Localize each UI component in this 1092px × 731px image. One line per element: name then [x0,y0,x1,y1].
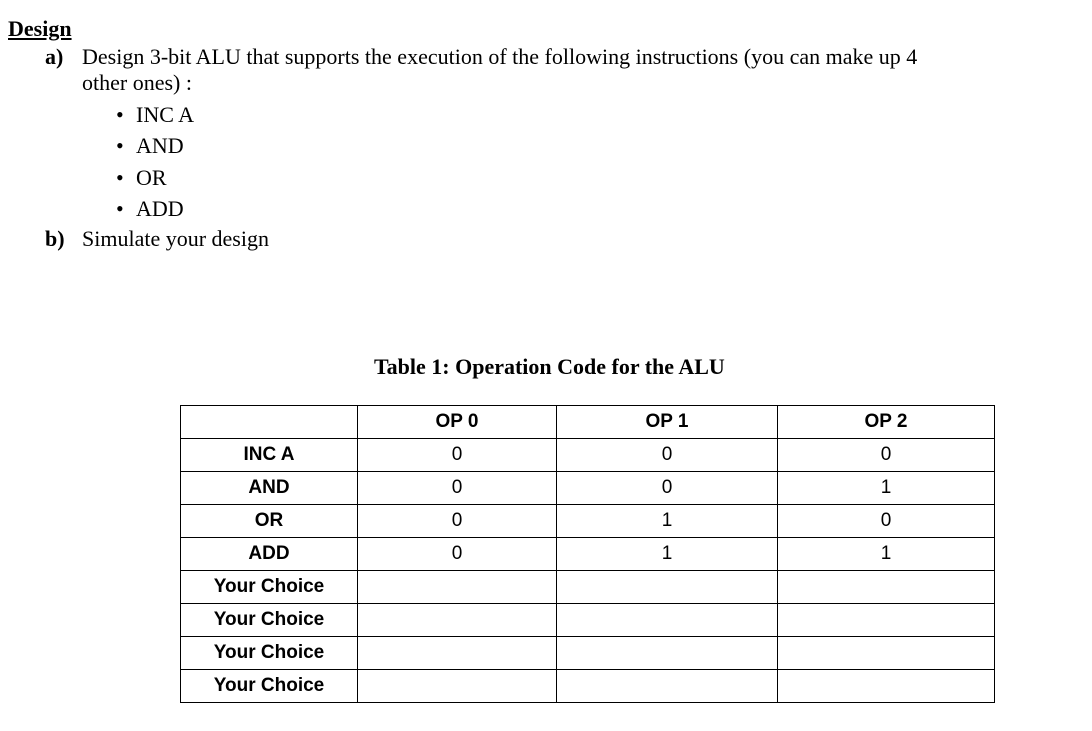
bullet-icon: • [116,102,124,127]
instruction-label: OR [136,165,167,190]
cell-op2 [778,571,995,604]
bullet-icon: • [116,133,124,158]
cell-op0 [358,604,557,637]
cell-op1: 0 [557,439,778,472]
opcode-table [180,405,995,703]
table-row [181,505,995,538]
table-row [181,538,995,571]
instruction-label: ADD [136,196,184,221]
instruction-label: INC A [136,102,195,127]
cell-op0 [358,637,557,670]
table-row [181,439,995,472]
cell-op0: 0 [358,538,557,571]
header-cell-op0: OP 0 [358,406,557,439]
cell-op2: 0 [778,439,995,472]
cell-op1 [557,637,778,670]
item-a-letter: a) [45,44,64,69]
row-label: OR [181,505,358,538]
cell-op0: 0 [358,505,557,538]
cell-op0: 0 [358,439,557,472]
table-row [181,637,995,670]
cell-op0 [358,571,557,604]
row-label: Your Choice [181,637,358,670]
instruction-label: AND [136,133,184,158]
bullet-icon: • [116,196,124,221]
section-heading: Design [8,16,72,41]
cell-op1: 1 [557,505,778,538]
table-row [181,571,995,604]
table-row [181,670,995,703]
cell-op2: 1 [778,472,995,505]
table-caption: Table 1: Operation Code for the ALU [374,354,725,379]
item-b-text: Simulate your design [82,226,269,251]
bullet-item [116,102,194,128]
cell-op2: 1 [778,538,995,571]
cell-op0 [358,670,557,703]
cell-op2 [778,670,995,703]
row-label: Your Choice [181,604,358,637]
header-cell-op1: OP 1 [557,406,778,439]
cell-op1 [557,670,778,703]
bullet-item [116,165,167,191]
header-cell-op2: OP 2 [778,406,995,439]
row-label: ADD [181,538,358,571]
table-header-row [181,406,995,439]
bullet-icon: • [116,165,124,190]
cell-op1: 0 [557,472,778,505]
cell-op2 [778,637,995,670]
cell-op1 [557,571,778,604]
cell-op1: 1 [557,538,778,571]
item-a-text-line2: other ones) : [82,70,192,95]
header-cell-blank [181,406,358,439]
table-row [181,472,995,505]
item-a-text: Design 3-bit ALU that supports the execution of the following instructions (you can make up 4 [82,44,918,69]
cell-op2: 0 [778,505,995,538]
item-b-letter: b) [45,226,65,251]
table-row [181,604,995,637]
cell-op1 [557,604,778,637]
bullet-item [116,196,184,222]
cell-op2 [778,604,995,637]
cell-op0: 0 [358,472,557,505]
row-label: Your Choice [181,571,358,604]
row-label: Your Choice [181,670,358,703]
row-label: AND [181,472,358,505]
row-label: INC A [181,439,358,472]
bullet-item [116,133,184,159]
